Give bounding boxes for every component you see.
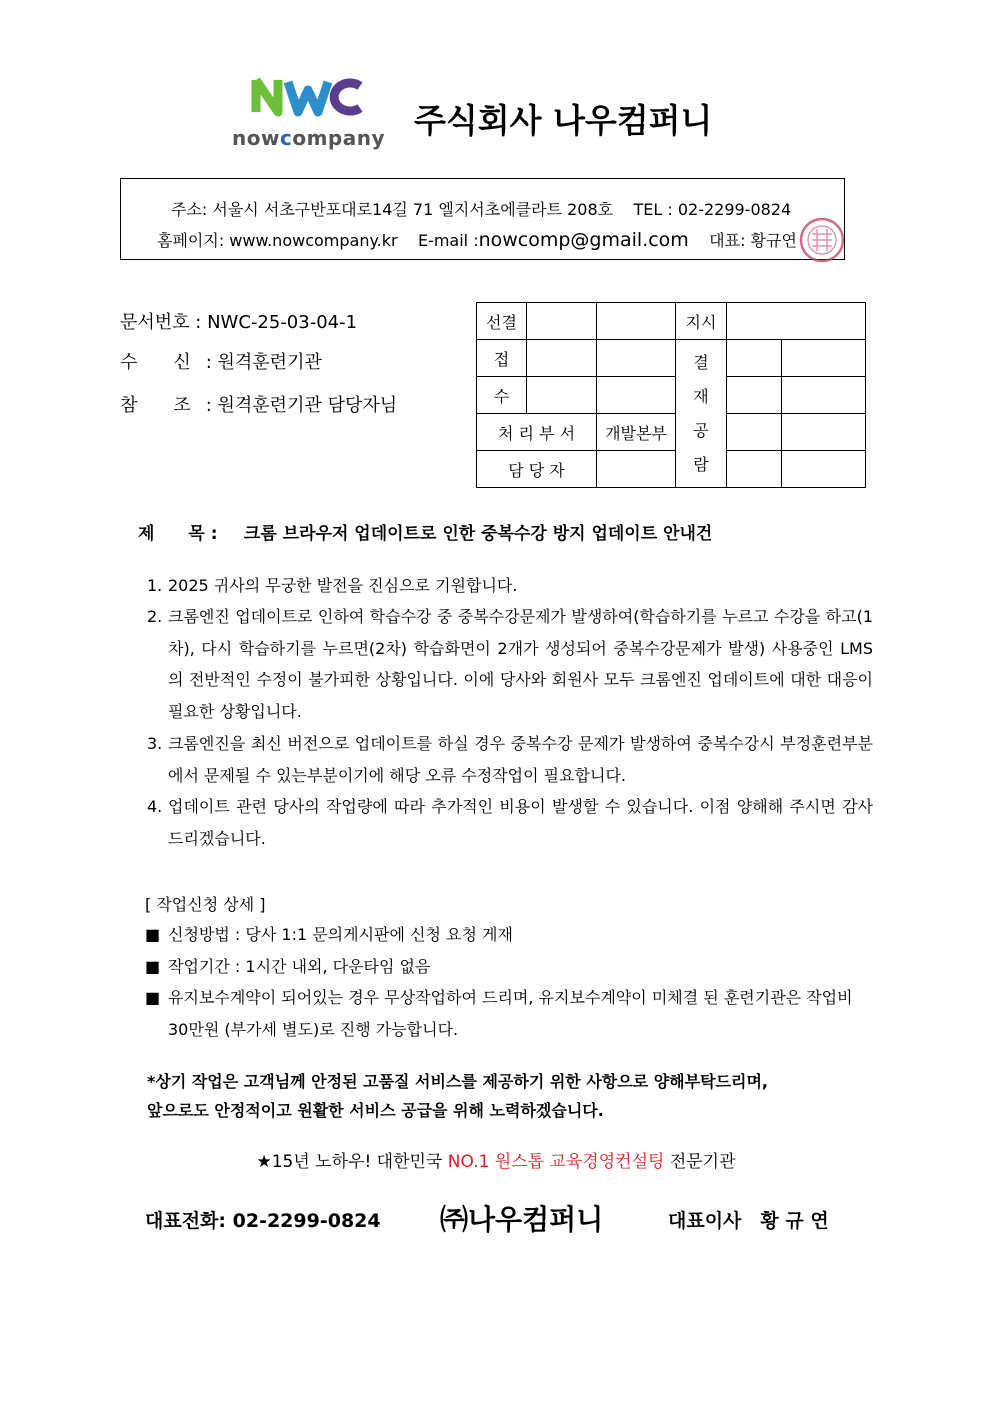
footer-phone: 대표전화: 02-2299-0824 <box>145 1210 381 1232</box>
bullet-square-icon: ■ <box>145 925 161 944</box>
address-line <box>171 197 791 220</box>
subject-line <box>138 519 712 544</box>
gyeoljae-char-3: 공 <box>693 420 709 440</box>
gyeoljae-cell <box>782 414 866 451</box>
address-box <box>120 178 845 260</box>
body-item-number: 1. <box>147 576 163 595</box>
recipient-value: : 원격훈련기관 <box>205 352 322 373</box>
subject-label: 제 목 : <box>138 524 218 544</box>
doc-number-label: 문서번호 <box>120 312 190 333</box>
work-request-text: 작업기간 : 1시간 내외, 다운타임 없음 <box>168 957 431 976</box>
gyeoljae-cell <box>727 414 782 451</box>
notice-line-1: *상기 작업은 고객님께 안정된 고품질 서비스를 제공하기 위한 사항으로 양해부탁드리며, <box>147 1072 768 1091</box>
bullet-square-icon: ■ <box>145 957 161 976</box>
slogan-prefix: ★15년 노하우! 대한민국 <box>256 1152 448 1172</box>
work-request-item <box>145 951 873 983</box>
body-item <box>147 570 873 602</box>
reference-label: 참 조 <box>120 395 191 416</box>
reference-row <box>120 391 397 417</box>
body-item-text: 크롬엔진을 최신 버전으로 업데이트를 하실 경우 중복수강 문제가 발생하여 중복수강시 부정훈련부분에서 문제될 수 있는부분이기에 해당 오류 수정작업이 필요합니다. <box>168 734 873 785</box>
work-request-text: 유지보수계약이 되어있는 경우 무상작업하여 드리며, 유지보수계약이 미체결 된 훈련기관은 작업비 30만원 (부가세 별도)로 진행 가능합니다. <box>168 988 853 1039</box>
company-seal-icon <box>798 216 846 264</box>
gyeoljae-cell <box>782 377 866 414</box>
gyeoljae-cell <box>727 340 782 377</box>
work-request-text: 신청방법 : 당사 1:1 문의게시판에 신청 요청 게재 <box>168 925 513 944</box>
body-item-number: 4. <box>147 797 163 816</box>
gyeoljae-char-1: 결 <box>693 352 709 372</box>
gyeoljae-char-4: 람 <box>693 454 709 474</box>
email-text: nowcomp@gmail.com <box>478 229 689 251</box>
recipient-label: 수 신 <box>120 352 191 373</box>
dept-label: 처 리 부 서 <box>477 414 597 451</box>
work-request-item <box>145 919 873 951</box>
jisi-cell <box>727 303 866 340</box>
tel-text: TEL : 02-2299-0824 <box>633 200 792 219</box>
work-request-item <box>145 982 873 1045</box>
recipient-row <box>120 348 322 374</box>
slogan <box>0 1147 992 1172</box>
manager-cell <box>597 451 676 488</box>
homepage-text: 홈페이지: www.nowcompany.kr <box>157 231 398 250</box>
gyeoljae-label <box>676 340 727 488</box>
seongyeol-label: 선결 <box>477 303 527 340</box>
contact-line <box>157 228 797 251</box>
company-title: 주식회사 나우컴퍼니 <box>414 101 713 140</box>
body-item-text: 업데이트 관련 당사의 작업량에 따라 추가적인 비용이 발생할 수 있습니다. 이점 양해해 주시면 감사 드리겠습니다. <box>168 797 873 848</box>
jeopsu-label-1: 접 <box>477 340 527 377</box>
notice-line-2: 앞으로도 안정적이고 원활한 서비스 공급을 위해 노력하겠습니다. <box>147 1101 604 1120</box>
manager-label: 담 당 자 <box>477 451 597 488</box>
seongyeol-cell-2 <box>597 303 676 340</box>
slogan-highlight: NO.1 원스톱 교육경영컨설팅 <box>447 1152 665 1172</box>
body-item <box>147 791 873 854</box>
gyeoljae-cell <box>782 451 866 488</box>
slogan-suffix: 전문기관 <box>664 1152 736 1172</box>
doc-number-row <box>120 308 357 334</box>
gyeoljae-cell <box>727 377 782 414</box>
jeopsu-label-2: 수 <box>477 377 527 414</box>
doc-number-value: : NWC-25-03-04-1 <box>195 312 358 333</box>
jeopsu-cell-3 <box>527 377 597 414</box>
jeopsu-cell-4 <box>597 377 676 414</box>
body-item <box>147 601 873 727</box>
subject-text: 크롬 브라우저 업데이트로 인한 중복수강 방지 업데이트 안내건 <box>243 524 713 544</box>
logo-wordmark: nowcompany <box>232 126 385 150</box>
work-request-heading: [ 작업신청 상세 ] <box>145 895 266 914</box>
email-label: E-mail : <box>417 231 479 250</box>
gyeoljae-char-2: 재 <box>693 386 709 406</box>
body-item-text: 크롬엔진 업데이트로 인하여 학습수강 중 중복수강문제가 발생하여(학습하기를 누르고 수강을 하고(1차), 다시 학습하기를 누르면(2차) 학습화면이 2개가 생성되어 중복수강문제가 발생) 사용중인 LMS의 전반적인 수정이 불가피한 상황입니다. 이에 당사와 회원사 모두 크롬엔진 업데이트에 대한 대응이 필요한 상황입니다. <box>168 607 873 721</box>
gyeoljae-cell <box>727 451 782 488</box>
bullet-square-icon: ■ <box>145 988 161 1007</box>
body-item-number: 3. <box>147 734 163 753</box>
reference-value: : 원격훈련기관 담당자님 <box>205 395 398 416</box>
jeopsu-cell-1 <box>527 340 597 377</box>
body-item <box>147 728 873 791</box>
representative-text: 대표: 황규연 <box>709 231 797 250</box>
body-item-text: 2025 귀사의 무궁한 발전을 진심으로 기원합니다. <box>168 576 518 595</box>
dept-value: 개발본부 <box>597 414 676 451</box>
jisi-label: 지시 <box>676 303 727 340</box>
address-text: 주소: 서울시 서초구반포대로14길 71 엘지서초에클라트 208호 <box>171 200 614 219</box>
jeopsu-cell-2 <box>597 340 676 377</box>
body-item-number: 2. <box>147 607 163 626</box>
seongyeol-cell-1 <box>527 303 597 340</box>
footer-ceo: 대표이사 황 규 연 <box>668 1210 829 1232</box>
approval-table <box>476 302 866 488</box>
gyeoljae-cell <box>782 340 866 377</box>
footer-company: ㈜나우컴퍼니 <box>440 1203 604 1236</box>
